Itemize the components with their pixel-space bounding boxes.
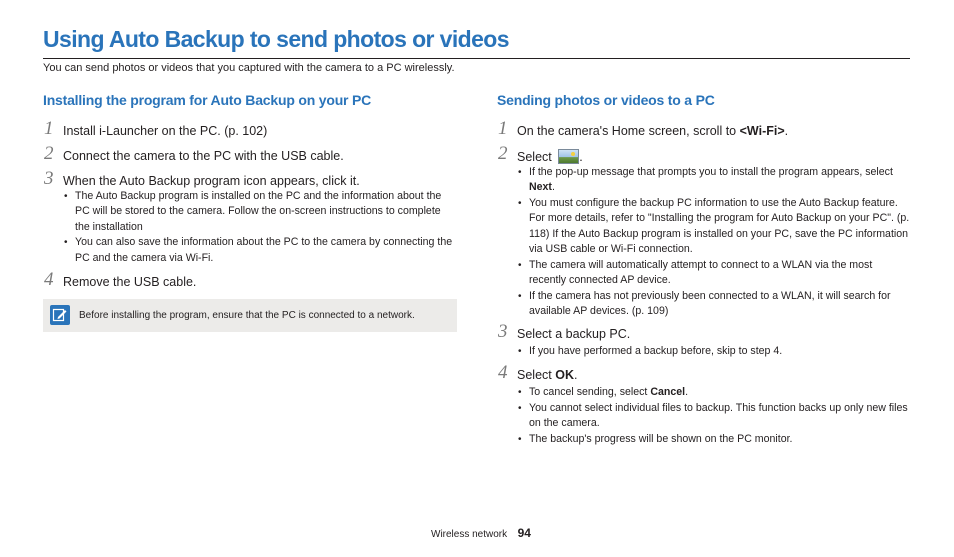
step-text: On the camera's Home screen, scroll to <Wi-Fi>. <box>517 124 789 138</box>
list-item: • The backup's progress will be shown on the PC monitor. <box>517 432 911 447</box>
list-item: • You cannot select individual files to backup. This function backs up only new files on the camera. <box>517 401 911 432</box>
list-item: • You can also save the information about the PC to the camera by connecting the PC and the camera via Wi-Fi. <box>63 235 458 266</box>
list-item: • If you have performed a backup before, skip to step 4. <box>517 344 911 359</box>
left-section <box>43 92 458 321</box>
step-text: Connect the camera to the PC with the USB cable. <box>63 149 344 163</box>
note-pencil-icon <box>50 305 70 325</box>
step-number: 4 <box>44 269 54 290</box>
step-number: 3 <box>44 168 54 189</box>
step-text: Select OK. <box>517 368 578 382</box>
page-number: 94 <box>517 526 531 540</box>
step-number: 2 <box>498 143 508 164</box>
list-item: • If the camera has not previously been connected to a WLAN, it will search for available AP devices. (p. 109) <box>517 289 911 320</box>
list-item: • To cancel sending, select Cancel. <box>517 385 911 400</box>
list-item: • The Auto Backup program is installed on the PC and the information about the PC will be stored to the camera. Follow the on-screen instructions to complete the installation <box>63 189 458 235</box>
right-section <box>497 92 911 445</box>
step-text: Select . <box>517 150 583 164</box>
step-text: Install i-Launcher on the PC. (p. 102) <box>63 124 268 138</box>
step-number: 1 <box>498 118 508 139</box>
title-divider <box>43 58 910 59</box>
list-item: • If the pop-up message that prompts you to install the program appears, select Next. <box>517 165 911 196</box>
list-item: • The camera will automatically attempt to connect to a WLAN via the most recently connected AP device. <box>517 258 911 289</box>
step-text: When the Auto Backup program icon appears, click it. <box>63 174 360 188</box>
section-heading-send: Sending photos or videos to a PC <box>497 92 715 108</box>
page-title: Using Auto Backup to send photos or videos <box>43 26 509 52</box>
note-text: Before installing the program, ensure that the PC is connected to a network. <box>79 310 415 321</box>
step-2-bullets <box>517 165 911 320</box>
section-heading-install: Installing the program for Auto Backup on your PC <box>43 92 372 108</box>
auto-backup-icon <box>558 149 579 164</box>
step-number: 2 <box>44 143 54 164</box>
page-footer <box>431 524 531 542</box>
step-text: Select a backup PC. <box>517 327 631 341</box>
step-3-bullets <box>63 189 458 266</box>
step-text: Remove the USB cable. <box>63 275 197 289</box>
note-box <box>43 299 457 332</box>
step-number: 3 <box>498 321 508 342</box>
page-intro: You can send photos or videos that you captured with the camera to a PC wirelessly. <box>43 62 455 74</box>
step-number: 1 <box>44 118 54 139</box>
list-item: • You must configure the backup PC information to use the Auto Backup feature. For more details, refer to "Installing the program for Auto Backup on your PC". (p. 118) If the Auto Backup program is installed on your PC, save the PC information via USB cable or Wi-Fi connection. <box>517 196 911 257</box>
step-3-bullets <box>517 344 911 360</box>
step-number: 4 <box>498 362 508 383</box>
footer-section-label: Wireless network <box>431 529 508 540</box>
step-4-bullets <box>517 385 911 448</box>
